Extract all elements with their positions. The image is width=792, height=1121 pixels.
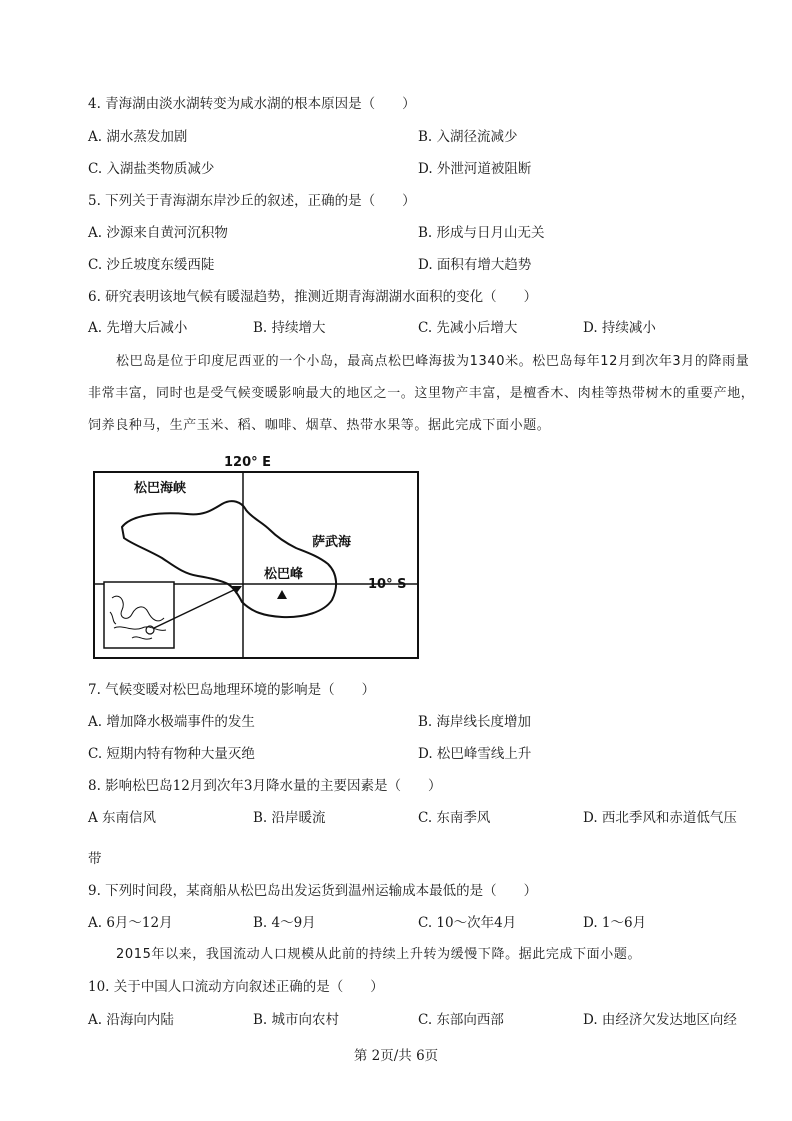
passage-migration: 2015年以来，我国流动人口规模从此前的持续上升转为缓慢下降。据此完成下面小题。 [116,947,642,962]
q6-option-d: D. 持续减小 [583,320,656,336]
q5-option-a: A. 沙源来自黄河沉积物 [88,225,228,241]
q10-option-d: D. 由经济欠发达地区向经 [583,1012,737,1028]
q4-option-c: C. 入湖盐类物质减少 [88,161,215,177]
latitude-label: 10° S [368,577,407,592]
q7-stem: 7. 气候变暖对松巴岛地理环境的影响是（ ） [88,682,376,698]
longitude-label: 120° E [224,455,272,470]
q4-option-b: B. 入湖径流减少 [418,129,518,145]
sumba-island-map [92,452,422,662]
q9-option-b: B. 4～9月 [253,915,316,931]
q6-stem: 6. 研究表明该地气候有暖湿趋势，推测近期青海湖湖水面积的变化（ ） [88,289,538,305]
q5-stem: 5. 下列关于青海湖东岸沙丘的叙述，正确的是（ ） [88,193,416,209]
q6-option-b: B. 持续增大 [253,320,326,336]
q8-stem: 8. 影响松巴岛12月到次年3月降水量的主要因素是（ ） [88,778,442,794]
q9-option-c: C. 10～次年4月 [418,915,517,931]
q6-option-c: C. 先减小后增大 [418,320,518,336]
q8-option-c: C. 东南季风 [418,810,491,826]
q9-option-d: D. 1～6月 [583,915,647,931]
q8-option-d-continued: 带 [88,851,102,867]
q10-option-b: B. 城市向农村 [253,1012,340,1028]
q4-option-d: D. 外泄河道被阻断 [418,161,532,177]
q8-option-b: B. 沿岸暖流 [253,810,326,826]
q10-option-a: A. 沿海向内陆 [88,1012,174,1028]
q4-stem: 4. 青海湖由淡水湖转变为咸水湖的根本原因是（ ） [88,96,416,112]
passage-sumba: 松巴岛是位于印度尼西亚的一个小岛，最高点松巴峰海拔为1340米。松巴岛每年12月到次年3月的降雨量非常丰富，同时也是受气候变暖影响最大的地区之一。这里物产丰富，是檀香木、肉桂等热带树木的重要产地，饲养良种马，生产玉米、稻、咖啡、烟草、热带水果等。据此完成下面小题。 [88,354,755,433]
sea-label: 萨武海 [312,535,352,550]
q9-stem: 9. 下列时间段，某商船从松巴岛出发运货到温州运输成本最低的是（ ） [88,883,538,899]
q10-option-c: C. 东部向西部 [418,1012,504,1028]
page-number-footer: 第 2页/共 6页 [353,1048,439,1064]
q7-option-a: A. 增加降水极端事件的发生 [88,714,255,730]
q10-stem: 10. 关于中国人口流动方向叙述正确的是（ ） [88,979,384,995]
q7-option-c: C. 短期内特有物种大量灭绝 [88,746,255,762]
peak-marker [277,590,287,599]
strait-label: 松巴海峡 [134,481,187,496]
q5-option-d: D. 面积有增大趋势 [418,257,532,273]
q5-option-b: B. 形成与日月山无关 [418,225,545,241]
q8-option-d: D. 西北季风和赤道低气压 [583,810,737,826]
q6-option-a: A. 先增大后减小 [88,320,188,336]
q4-option-a: A. 湖水蒸发加剧 [88,129,188,145]
q7-option-d: D. 松巴峰雪线上升 [418,746,532,762]
q5-option-c: C. 沙丘坡度东缓西陡 [88,257,215,273]
inset-locator-map [104,582,174,648]
q9-option-a: A. 6月～12月 [88,915,173,931]
q8-option-a: A 东南信风 [88,810,157,826]
peak-label: 松巴峰 [264,567,304,582]
q7-option-b: B. 海岸线长度增加 [418,714,532,730]
